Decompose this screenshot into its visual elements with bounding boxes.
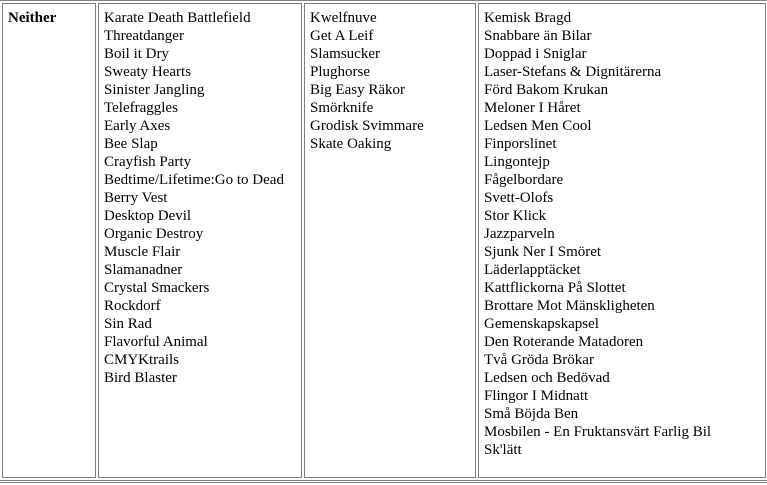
list-item: Bird Blaster [104,370,177,386]
list-item: Ledsen och Bedövad [484,370,610,386]
row-label-cell [2,3,96,478]
column-a-cell [98,3,302,478]
list-item: Mosbilen - En Fruktansvärt Farlig Bil [484,424,712,440]
list-item: Crayfish Party [104,154,192,170]
list-item: Berry Vest [104,190,168,206]
list-item: Boil it Dry [104,46,170,62]
list-item: Big Easy Räkor [310,82,405,98]
list-item: Flingor I Midnatt [484,388,589,404]
list-item: Stor Klick [484,208,547,224]
list-item: Sinister Jangling [104,82,205,98]
list-item: Slamsucker [310,46,380,62]
list-item: Brottare Mot Mänskligheten [484,298,655,314]
list-item: Jazzparveln [484,226,555,242]
list-item: Muscle Flair [104,244,181,260]
list-item: Kwelfnuve [310,10,377,26]
list-item: Skate Oaking [310,136,392,152]
list-item: Slamanadner [104,262,183,278]
list-item: Fågelbordare [484,172,564,188]
list-item: Rockdorf [104,298,161,314]
list-item: CMYKtrails [104,352,179,368]
list-item: Bedtime/Lifetime:Go to Dead [104,172,284,188]
list-item: Finporslinet [484,136,557,152]
list-item: Doppad i Sniglar [484,46,587,62]
table-row [2,3,766,478]
list-item: Kemisk Bragd [484,10,572,26]
list-item: Sin Rad [104,316,152,332]
list-item: Lingontejp [484,154,550,170]
column-c-cell [478,3,766,478]
list-item: Desktop Devil [104,208,192,224]
list-item: Sk'lätt [484,442,522,458]
list-item: Grodisk Svimmare [310,118,424,134]
list-item: Flavorful Animal [104,334,208,350]
list-item: Plughorse [310,64,370,80]
list-item: Två Gröda Brökar [484,352,594,368]
list-item: Förd Bakom Krukan [484,82,609,98]
list-item: Bee Slap [104,136,158,152]
list-item: Get A Leif [310,28,374,44]
list-item: Sweaty Hearts [104,64,192,80]
column-b-list [310,9,470,153]
column-c-list [484,9,760,459]
list-item: Ledsen Men Cool [484,118,592,134]
row-label: Neither [8,10,57,26]
list-item: Läderlapptäcket [484,262,581,278]
list-item: Sjunk Ner I Smöret [484,244,602,260]
list-item: Smörknife [310,100,374,116]
column-a-list [104,9,296,387]
list-item: Karate Death Battlefield [104,10,251,26]
list-item: Meloner I Håret [484,100,581,116]
list-item: Early Axes [104,118,171,134]
list-item: Organic Destroy [104,226,204,242]
list-item: Laser-Stefans & Dignitärerna [484,64,662,80]
list-item: Snabbare än Bilar [484,28,592,44]
list-item: Kattflickorna På Slottet [484,280,626,296]
list-item: Threatdanger [104,28,184,44]
list-item: Crystal Smackers [104,280,210,296]
list-item: Telefraggles [104,100,178,116]
list-item: Gemenskapskapsel [484,316,599,332]
list-item: Den Roterande Matadoren [484,334,644,350]
list-item: Svett-Olofs [484,190,554,206]
column-b-cell [304,3,476,478]
list-item: Små Böjda Ben [484,406,579,422]
